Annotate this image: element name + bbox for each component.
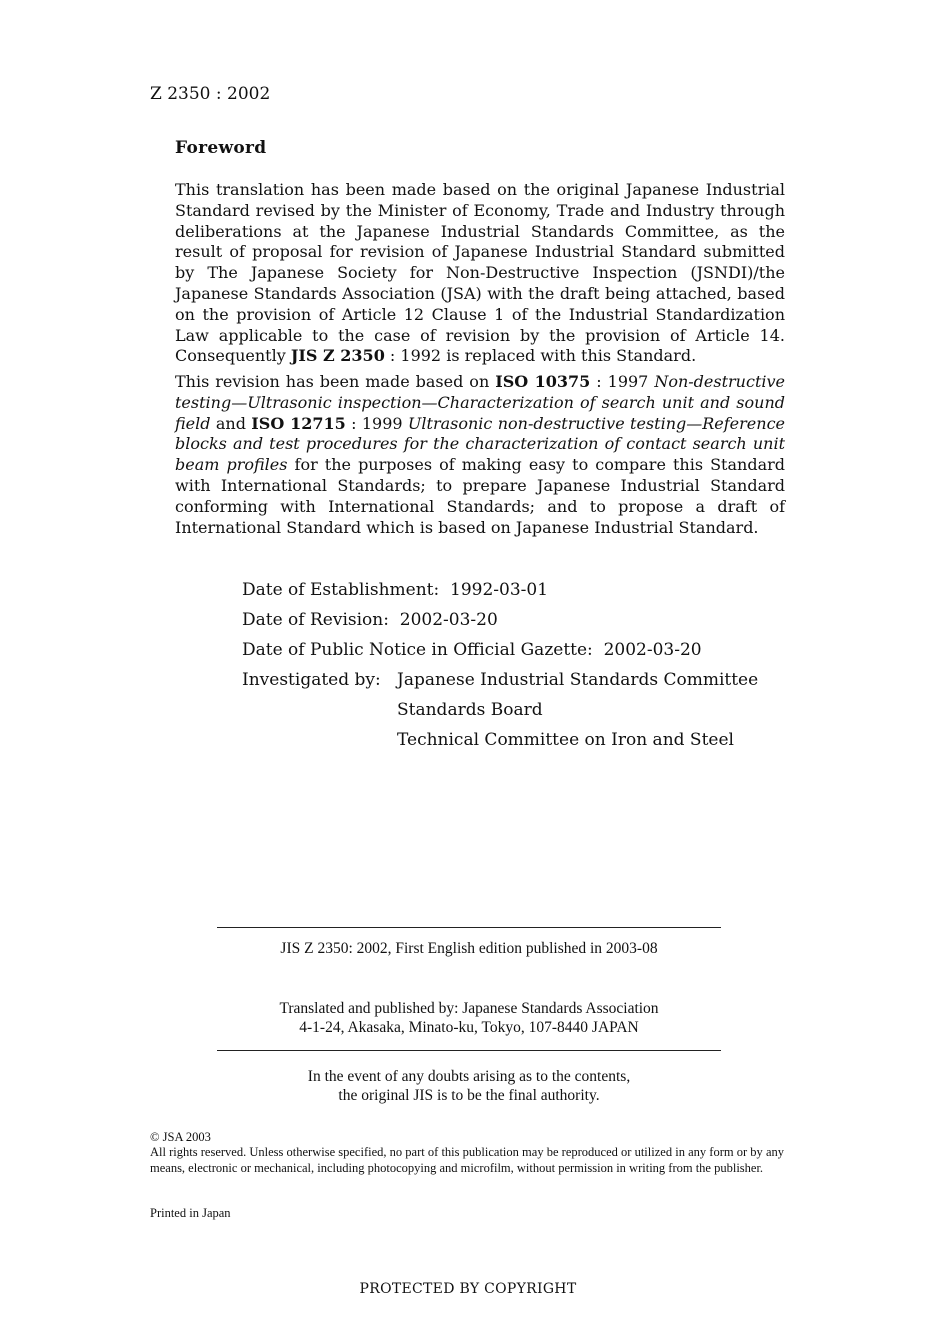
copyright-notice: © JSA 2003 xyxy=(150,1130,211,1144)
printed-in: Printed in Japan xyxy=(150,1206,231,1220)
iso-12715-title: Ultrasonic non-destructive testing—Reference blocks and test procedures for the characterization of contact search unit beam profiles xyxy=(175,413,785,475)
standard-ref-iso-12715: ISO 12715 xyxy=(251,413,346,433)
investigator-3: Technical Committee on Iron and Steel xyxy=(397,730,734,750)
date-gazette: Date of Public Notice in Official Gazette: 2002-03-20 xyxy=(242,640,702,660)
foreword-title: Foreword xyxy=(175,138,267,158)
date-revision: Date of Revision: 2002-03-20 xyxy=(242,610,498,630)
investigated-by-label: Investigated by: xyxy=(242,670,381,690)
dates-block xyxy=(242,575,842,755)
investigator-1: Japanese Industrial Standards Committee xyxy=(397,670,759,690)
standard-ref-jis: JIS Z 2350 xyxy=(290,346,385,366)
divider-top xyxy=(217,927,721,928)
authority-line-2: the original JIS is to be the final authority. xyxy=(338,1087,600,1104)
authority-line-1: In the event of any doubts arising as to the contents, xyxy=(307,1068,631,1085)
edition-line: JIS Z 2350: 2002, First English edition published in 2003-08 xyxy=(280,940,658,957)
date-establishment: Date of Establishment: 1992-03-01 xyxy=(242,580,549,600)
document-number: Z 2350 : 2002 xyxy=(150,84,271,104)
investigator-2: Standards Board xyxy=(397,700,543,720)
foreword-paragraph-1: This translation has been made based on the original Japanese Industrial Standard revised by the Minister of Economy, Trade and Industry through deliberations at the Japanese Industrial Standards Committee, as the result of proposal for revision of Japanese Industrial Standard submitted by The Japanese Society for Non-Destructive Inspection (JSNDI)/the Japanese Standards Association (JSA) with the draft being attached, based on the provision of Article 12 Clause 1 of the Industrial Standardization Law applicable to the case of revision by the provision of Article 14. Consequently JIS Z 2350 : 1992 is replaced with this Standard. xyxy=(175,180,785,366)
rights-notice: All rights reserved. Unless otherwise specified, no part of this publication may be reproduced or utilized in any form or by any means, electronic or mechanical, including photocopying and microfilm, without permission in writing from the publisher. xyxy=(150,1145,784,1175)
publisher-address: 4-1-24, Akasaka, Minato-ku, Tokyo, 107-8440 JAPAN xyxy=(299,1019,639,1036)
iso-10375-title: Non-destructive testing—Ultrasonic inspection—Characterization of search unit and sound field xyxy=(175,372,785,433)
publisher-line: Translated and published by: Japanese Standards Association xyxy=(279,1000,659,1017)
foreword-paragraph-2: This revision has been made based on ISO 10375 : 1997 Non-destructive testing—Ultrasonic inspection—Characterization of search unit and sound field and ISO 12715 : 1999 Ultrasonic non-destructive testing—Reference blocks and test procedures for the characterization of contact search unit beam profiles for the purposes of making easy to compare this Standard with International Standards; to prepare Japanese Industrial Standard conforming with International Standards; and to propose a draft of International Standard which is based on Japanese Industrial Standard. xyxy=(175,372,786,537)
standard-ref-iso-10375: ISO 10375 xyxy=(495,372,591,391)
divider-bottom xyxy=(217,1050,721,1051)
copyright-stamp: PROTECTED BY COPYRIGHT xyxy=(359,1281,577,1297)
